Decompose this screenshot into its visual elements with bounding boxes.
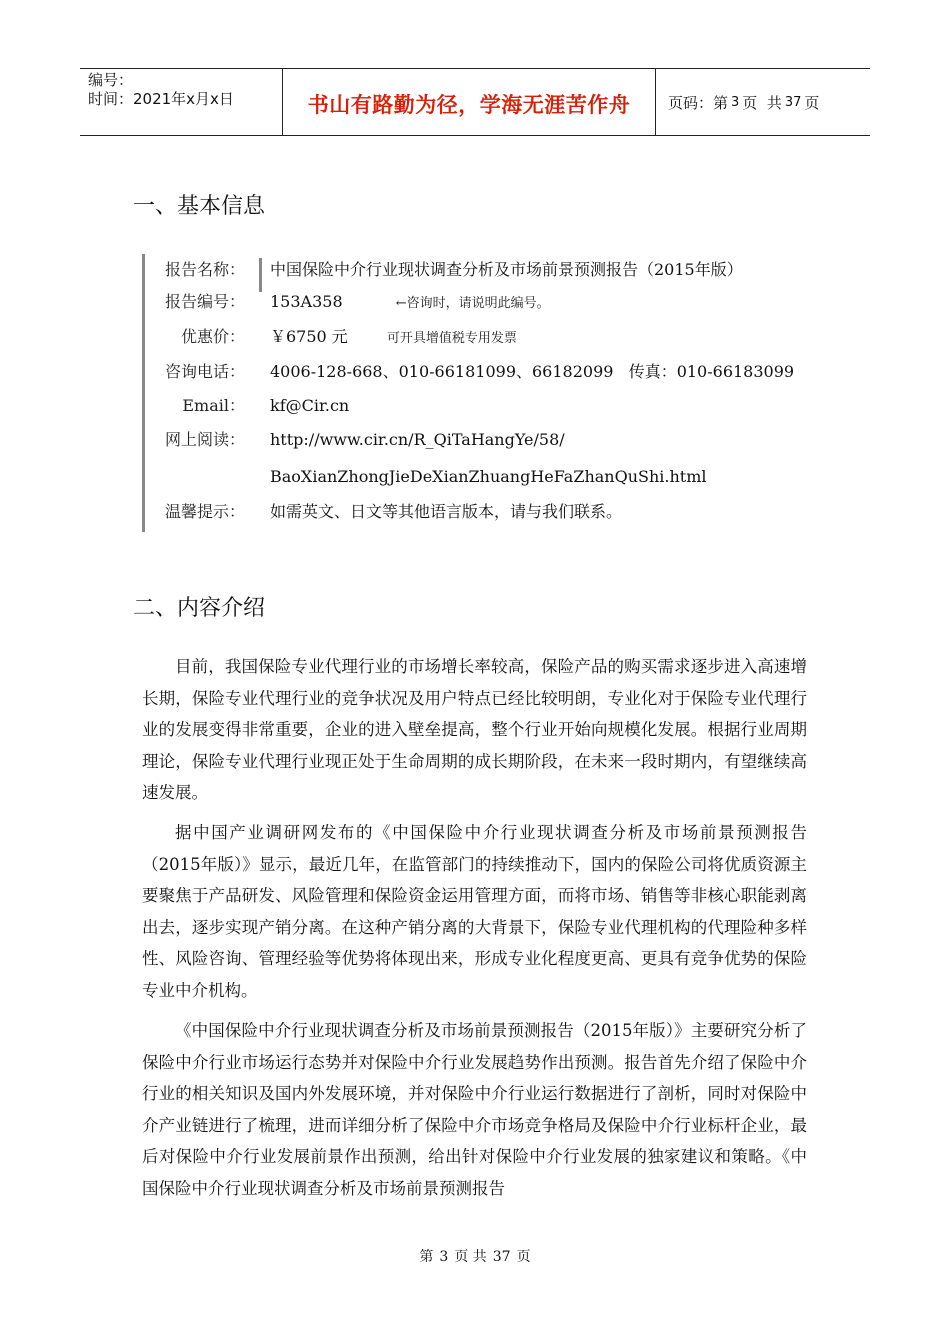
label-report-code: 报告编号： [164,292,245,311]
label-price: 优惠价： [180,327,245,346]
info-row-email [145,394,785,418]
report-code: 153A358 [270,292,343,311]
page-total: 37 [784,94,802,110]
info-row-price [145,325,785,349]
value-web-line2[interactable]: BaoXianZhongJieDeXianZhuangHeFaZhanQuShi.html [270,467,707,486]
info-row-name [145,258,785,282]
info-row-phone [145,360,795,384]
label-phone: 咨询电话： [164,362,245,381]
code-label: 编号： [88,71,134,89]
value-report-name: 中国保险中介行业现状调查分析及市场前景预测报告（2015年版） [270,260,743,279]
section-title-content: 二、内容介绍 [133,596,266,621]
page-prefix: 页码：第 [668,93,729,112]
value-tip: 如需英文、日文等其他语言版本，请与我们联系。 [270,502,623,521]
page-suffix: 页 [804,93,820,112]
label-report-name: 报告名称： [164,260,245,279]
info-row-tip [145,500,785,524]
info-row-web [145,428,785,452]
price: ￥6750 元 [270,327,348,346]
header-meta [80,69,282,135]
section-title-basic-info: 一、基本信息 [133,194,266,219]
info-row-web-cont [145,465,785,489]
footer-suffix: 页 [516,1249,531,1265]
info-row-code [145,290,785,314]
motto: 书山有路勤为径，学海无涯苦作舟 [307,93,631,117]
value-price [270,325,517,351]
value-report-code [270,290,550,316]
footer-mid: 页 共 [454,1249,487,1265]
label-web: 网上阅读： [164,430,245,449]
footer-total: 37 [492,1249,511,1265]
price-note: 可开具增值税专用发票 [386,331,517,346]
name-divider [259,258,262,292]
info-box [142,254,795,532]
page-footer [0,1246,950,1266]
header-page-number [656,69,870,135]
document-header [80,68,870,136]
value-phone: 4006-128-668、010-66181099、66182099 传真：010-66183099 [270,362,795,381]
paragraph-3: 《中国保险中介行业现状调查分析及市场前景预测报告（2015年版）》主要研究分析了保险中介行业市场运行态势并对保险中介行业发展趋势作出预测。报告首先介绍了保险中介行业的相关知识及国内外发展环境，并对保险中介行业运行数据进行了剖析，同时对保险中介产业链进行了梳理，进而详细分析了保险中介市场竞争格局及保险中介行业标杆企业，最后对保险中介行业发展前景作出预测，给出针对保险中介行业发展的独家建议和策略。《中国保险中介行业现状调查分析及市场前景预测报告 [142,1021,807,1198]
paragraph-2: 据中国产业调研网发布的《中国保险中介行业现状调查分析及市场前景预测报告（2015年版）》显示，最近几年，在监管部门的持续推动下，国内的保险公司将优质资源主要聚焦于产品研发、风险管理和保险资金运用管理方面，而将市场、销售等非核心职能剥离出去，逐步实现产销分离。在这种产销分离的大背景下，保险专业代理机构的代理险种多样性、风险咨询、管理经验等优势将体现出来，形成专业化程度更高、更具有竞争优势的保险专业中介机构。 [142,823,807,1000]
paragraph-1: 目前，我国保险专业代理行业的市场增长率较高，保险产品的购买需求逐步进入高速增长期，保险专业代理行业的竞争状况及用户特点已经比较明朗，专业化对于保险专业代理行业的发展变得非常重要，企业的进入壁垒提高，整个行业开始向规模化发展。根据行业周期理论，保险专业代理行业现正处于生命周期的成长期阶段，在未来一段时期内，有望继续高速发展。 [142,657,807,802]
page-mid: 页 共 [742,93,782,112]
report-code-note: ←咨询时，请说明此编号。 [395,296,550,311]
footer-prefix: 第 [419,1249,434,1265]
value-web-line1[interactable]: http://www.cir.cn/R_QiTaHangYe/58/ [270,430,565,449]
footer-current: 3 [439,1249,449,1265]
value-email[interactable]: kf@Cir.cn [270,396,350,415]
header-motto-cell [282,69,656,135]
label-tip: 温馨提示： [164,502,245,521]
page-current: 3 [731,94,740,110]
label-email: Email： [182,396,245,415]
date-label: 时间：2021年x月x日 [88,90,234,108]
